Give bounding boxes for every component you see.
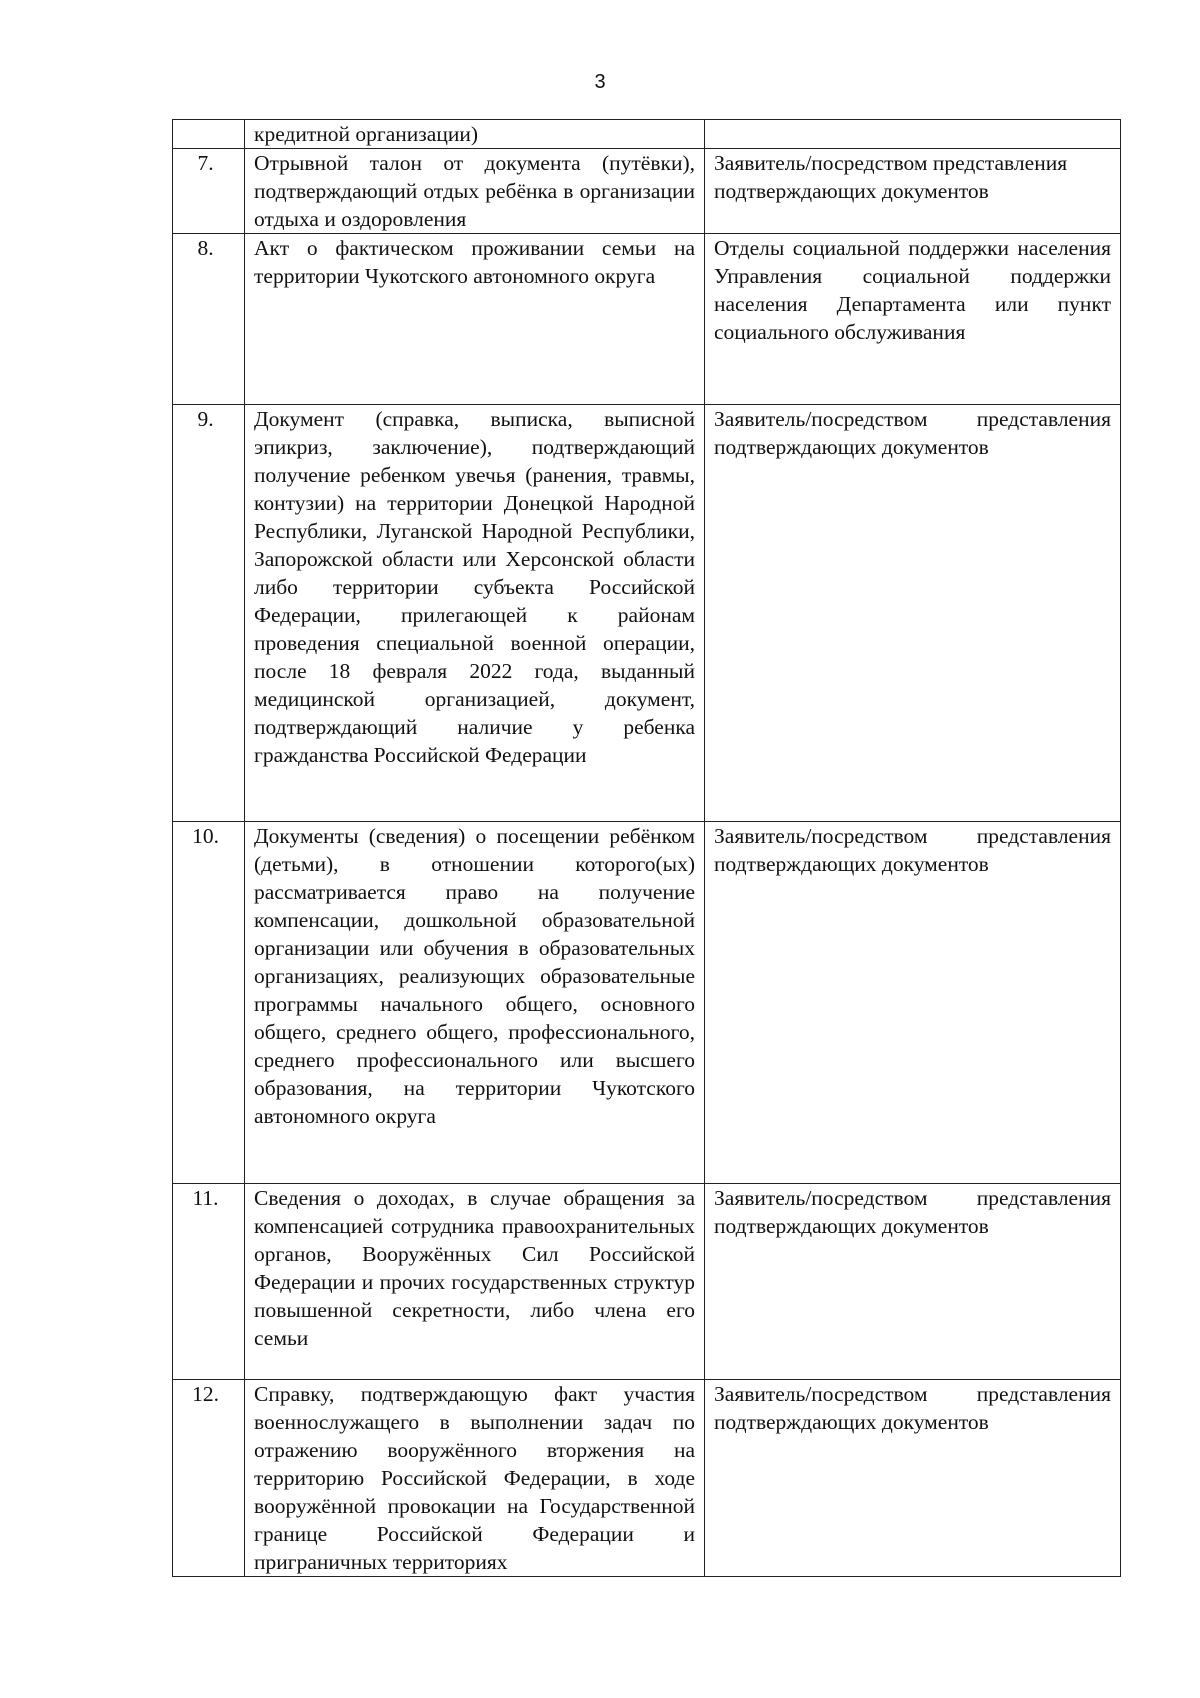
document-name: кредитной организации) — [245, 120, 705, 149]
table-row — [173, 234, 1121, 405]
document-name: Сведения о доходах, в случае обращения за компенсацией сотрудника правоохранительных органов, Вооружённых Сил Российской Федерации и прочих государственных структур повышенной секретности, либо члена его семьи — [245, 1184, 705, 1380]
row-number: 8. — [173, 234, 245, 405]
document-source: Отделы социальной поддержки населения Управления социальной поддержки населения Департамента или пункт социального обслуживания — [705, 234, 1121, 405]
document-source — [705, 120, 1121, 149]
document-name: Справку, подтверждающую факт участия военнослужащего в выполнении задач по отражению вооружённого вторжения на территорию Российской Федерации, в ходе вооружённой провокации на Государственной границе Российской Федерации и приграничных территориях — [245, 1380, 705, 1577]
row-number: 7. — [173, 149, 245, 234]
page-number: 3 — [594, 71, 606, 93]
document-name: Документ (справка, выписка, выписной эпикриз, заключение), подтверждающий получение ребенком увечья (ранения, травмы, контузии) на территории Донецкой Народной Республики, Луганской Народной Республики, Запорожской области или Херсонской области либо территории субъекта Российской Федерации, прилегающей к районам проведения специальной военной операции, после 18 февраля 2022 года, выданный медицинской организацией, документ, подтверждающий наличие у ребенка гражданства Российской Федерации — [245, 405, 705, 822]
document-name: Акт о фактическом проживании семьи на территории Чукотского автономного округа — [245, 234, 705, 405]
documents-table — [172, 119, 1121, 1577]
document-source: Заявитель/посредством представления подтверждающих документов — [705, 1184, 1121, 1380]
document-source: Заявитель/посредством представления подтверждающих документов — [705, 149, 1121, 234]
table-row — [173, 1184, 1121, 1380]
table-row — [173, 405, 1121, 822]
document-source: Заявитель/посредством представления подтверждающих документов — [705, 1380, 1121, 1577]
row-number — [173, 120, 245, 149]
row-number: 9. — [173, 405, 245, 822]
row-number: 10. — [173, 822, 245, 1184]
document-name: Документы (сведения) о посещении ребёнком (детьми), в отношении которого(ых) рассматривается право на получение компенсации, дошкольной образовательной организации или обучения в образовательных организациях, реализующих образовательные программы начального общего, основного общего, среднего общего, профессионального, среднего профессионального или высшего образования, на территории Чукотского автономного округа — [245, 822, 705, 1184]
table-row — [173, 120, 1121, 149]
document-source: Заявитель/посредством представления подтверждающих документов — [705, 822, 1121, 1184]
row-number: 11. — [173, 1184, 245, 1380]
table-row — [173, 822, 1121, 1184]
table-row — [173, 1380, 1121, 1577]
row-number: 12. — [173, 1380, 245, 1577]
table-row — [173, 149, 1121, 234]
document-source: Заявитель/посредством представления подтверждающих документов — [705, 405, 1121, 822]
document-name: Отрывной талон от документа (путёвки), подтверждающий отдых ребёнка в организации отдыха и оздоровления — [245, 149, 705, 234]
